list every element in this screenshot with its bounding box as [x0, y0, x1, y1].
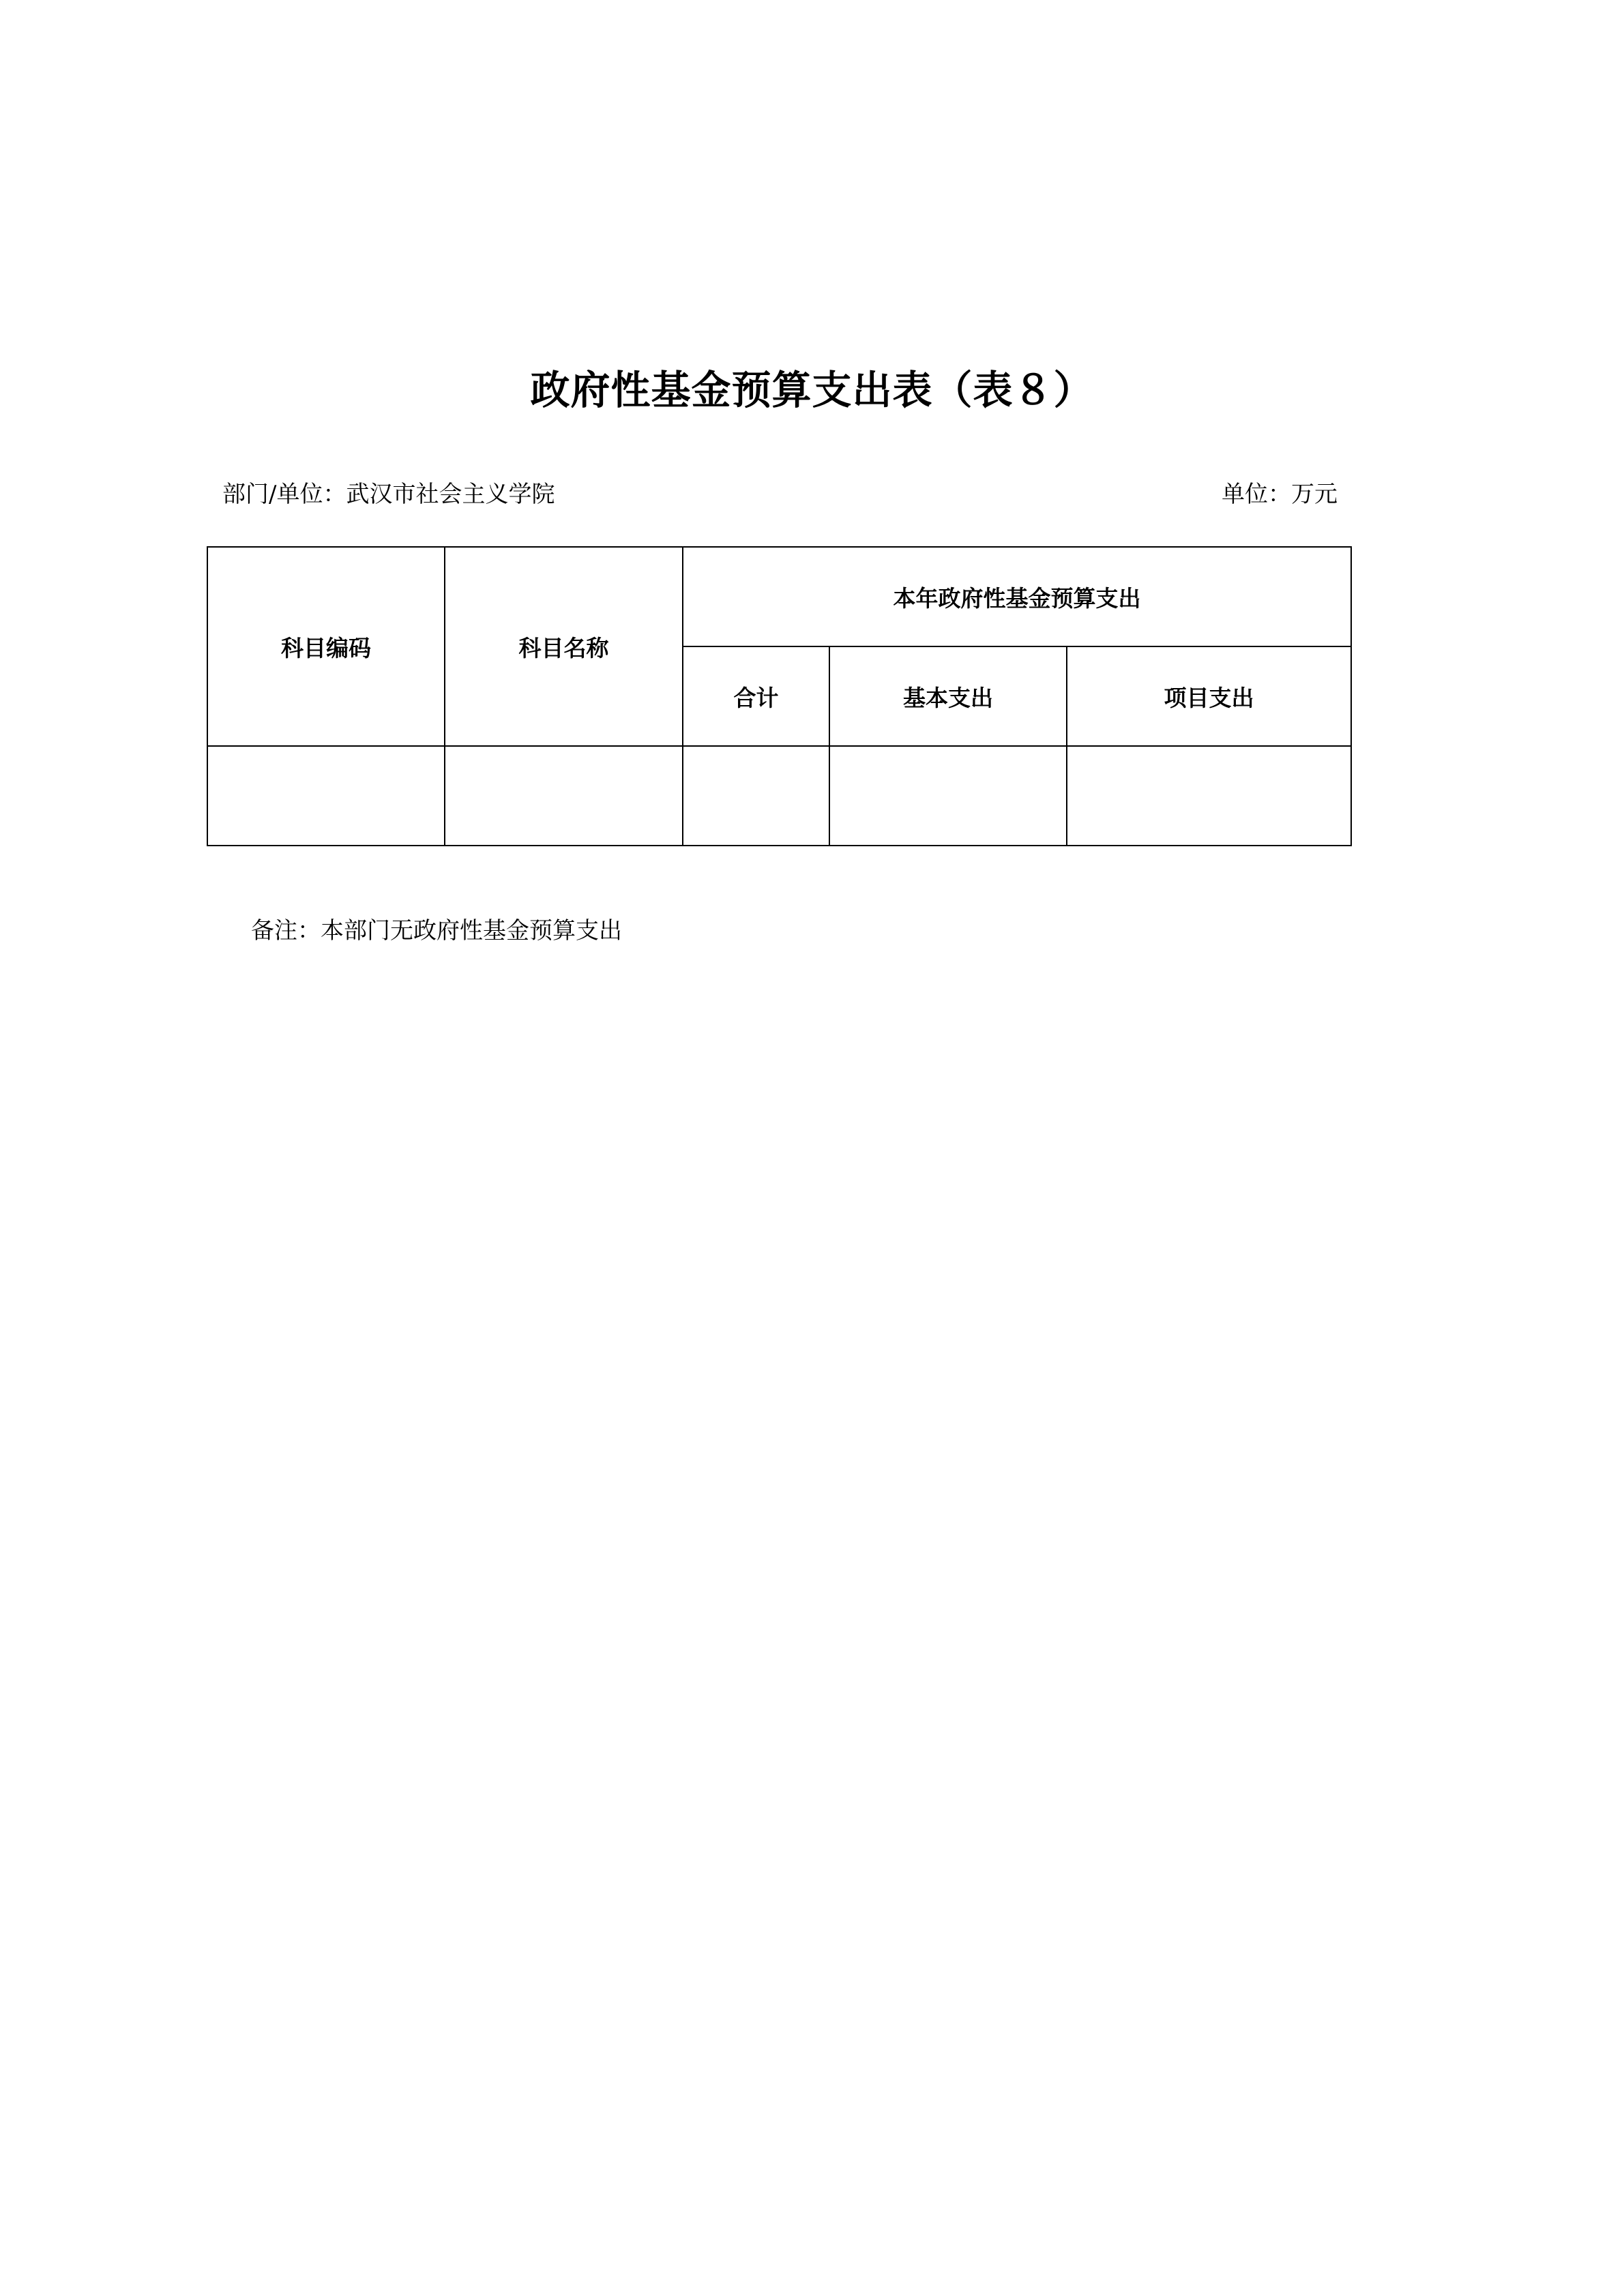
- unit-label: 单位：万元: [1222, 481, 1338, 508]
- page-title: 政府性基金预算支出表（表８）: [530, 367, 1094, 413]
- cell-basic-expenditure: [829, 746, 1067, 846]
- cell-project-expenditure: [1067, 746, 1351, 846]
- cell-subject-name: [445, 746, 683, 846]
- header-current-year-expenditure: 本年政府性基金预算支出: [683, 547, 1351, 646]
- header-subject-code: 科目编码: [207, 547, 445, 746]
- header-basic-expenditure: 基本支出: [829, 646, 1067, 746]
- header-total: 合计: [683, 646, 829, 746]
- department-label: 部门/单位：武汉市社会主义学院: [222, 481, 555, 508]
- cell-subject-code: [207, 746, 445, 846]
- table-row: [207, 746, 1351, 846]
- remark-note: 备注：本部门无政府性基金预算支出: [251, 917, 622, 944]
- budget-table: [207, 546, 1352, 846]
- cell-total: [683, 746, 829, 846]
- header-subject-name: 科目名称: [445, 547, 683, 746]
- header-row-1: [207, 547, 1351, 646]
- header-project-expenditure: 项目支出: [1067, 646, 1351, 746]
